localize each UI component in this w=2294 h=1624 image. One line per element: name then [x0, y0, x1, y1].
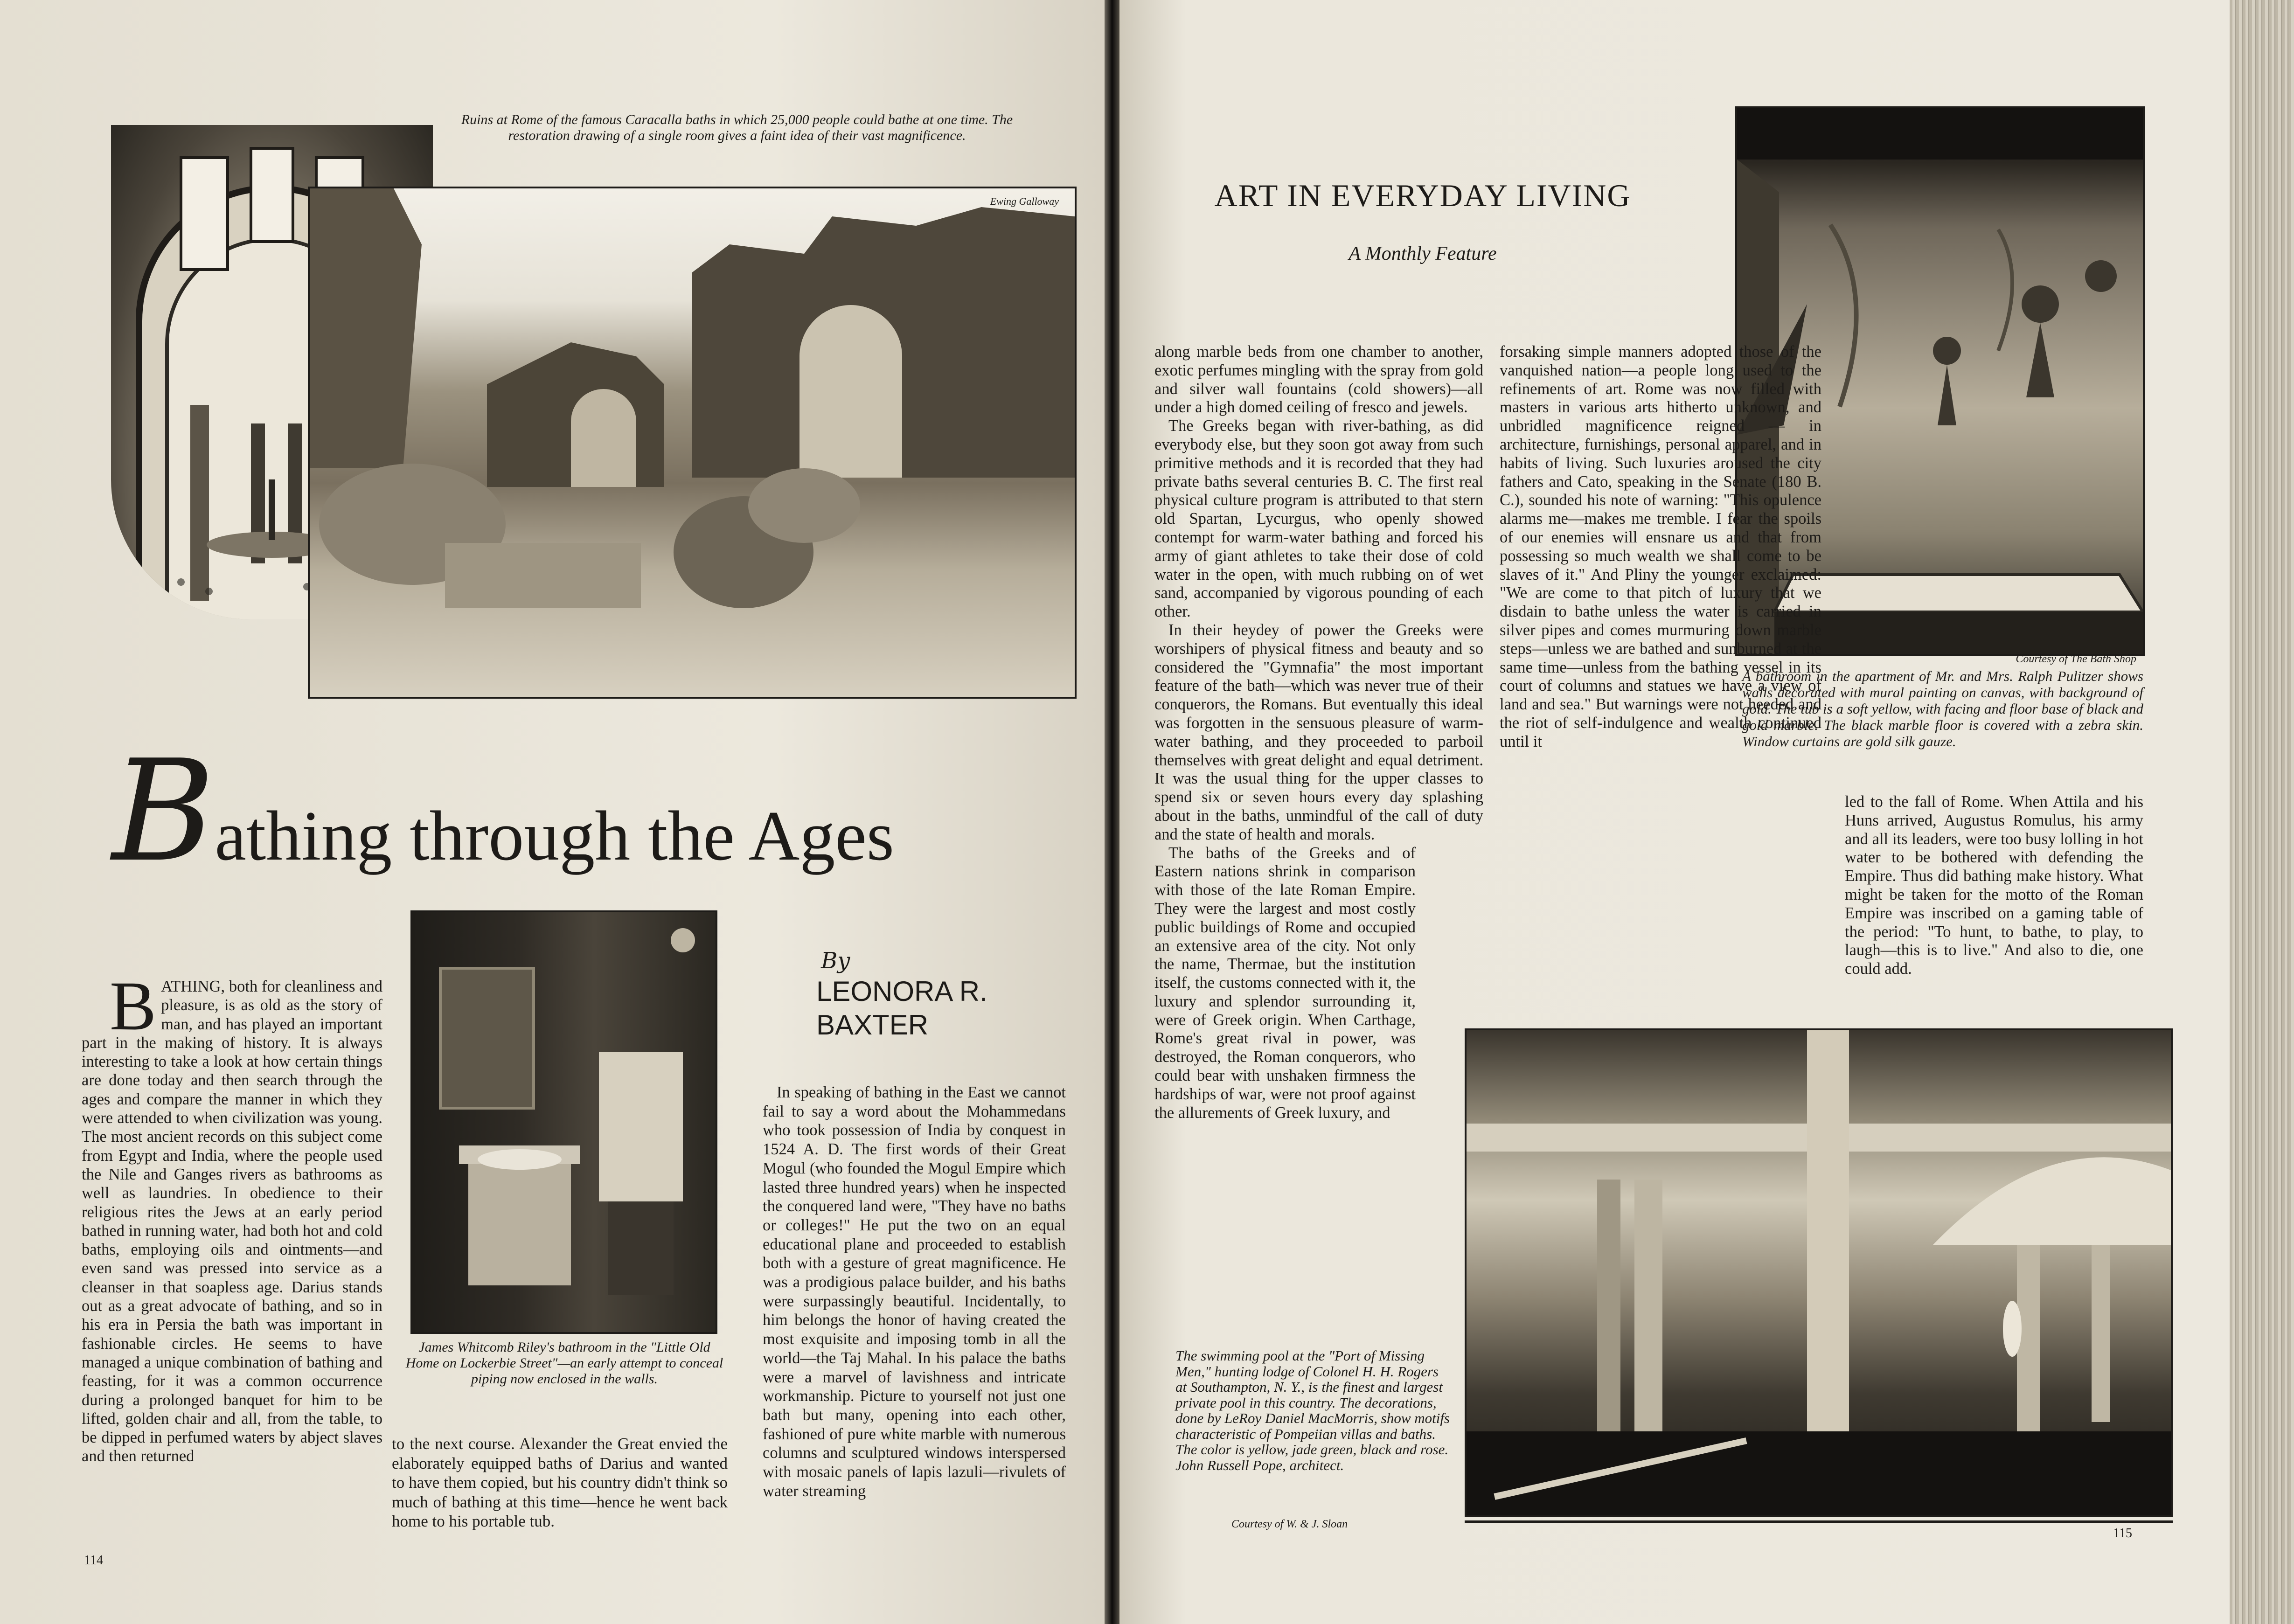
right-col3-text: led to the fall of Rome. When Attila and his Huns arrived, Augustus Romulus, his army and all its leaders, were too busy lolling in hot water to be bothered with defending the Empire. Thus did bathing make history. What might be taken for the motto of the Roman Empire was inscribed on a gaming table of the period: "To hunt, to bathe, to play, to laugh—this is to live." And also to die, one could add.	[1845, 793, 2143, 978]
left-col3-text: In speaking of bathing in the East we cannot fail to say a word about the Mohammedans who took possession of India by conquest in 1524 A. D. The first words of their Great Mogul (who founded the Mogul Empire which lasted three hundred years) when he inspected the conquered land were, "They have no baths or colleges!" He put the two on an equal educational plane and proceeded to establish both with a gesture of great magnificence. He was a prodigious palace builder, and his baths were surpassingly beautiful. Incidentally, to him belongs the honor of having created the most exquisite and imposing tomb in all the world—the Taj Mahal. In his palace the baths were a marvel of lavishness and intricate workmanship. Picture to yourself not just one bath but many, opening into each other, fashioned of pure white marble with numerous columns and sculptured windows interspersed with mosaic panels of lapis lazuli—rivulets of water streaming	[763, 1083, 1066, 1500]
col1-lead-text: ATHING, both for cleanliness and pleasure, is as old as the story of man, and has played an important part in the making of history. It is always interesting to take a look at how certain things are done today and then search through the ages and compare the manner in which they were attended to when civilization was young. The most ancient records on this subject come from Egypt and India, where the people used the Nile and Ganges rivers as bathrooms as well as laundries. In obedience to their religious rites the Jews at an early period bathed in running water, had both hot and cold baths, employing oils and ointments—and even sand was pressed into service as a cleanser in that soapless age. Darius stands out as a great advocate of bathing, and so in his era in Persia the bath was important in fashionable circles. He seems to have managed a unique combination of bathing and feasting, for it was a common occurrence during a prolonged banquet for him to be lifted, golden chair and all, from the table, to be dipped in perfumed waters by abject slaves and then returned	[82, 978, 382, 1465]
article-title	[112, 730, 1045, 893]
right-col1-para: In their heydey of power the Greeks were worshipers of physical fitness and beauty and so considered the "Gymnafia" the most important feature of the bath—which was never true of their conquerors, the Romans. But eventually this ideal was forgotten in the sensuous pleasure of warm-water bathing, and they proceeded to parboil themselves with great delight and equal detriment. It was the usual thing for the upper classes to spend six or seven hours every day splashing about in the baths, unmindful of the call of duty and the state of health and morals.	[1154, 621, 1483, 843]
riley-bathroom-photo	[410, 910, 717, 1334]
pool-photo-credit: Courtesy of W. & J. Sloan	[1231, 1518, 1348, 1530]
right-col1-para: along marble beds from one chamber to another, exotic perfumes mingling with the spray from gold and silver wall fountains (cold showers)—all under a high domed ceiling of fresco and jewels.	[1154, 343, 1483, 416]
page-edge-stack	[2230, 0, 2294, 1624]
left-col2-text: to the next course. Alexander the Great envied the elaborately equipped baths of Darius and wanted to have them copied, but his country didn't think so much of bathing at this time—hence he went back home to his portable tub.	[392, 1435, 728, 1530]
ruins-photo-credit: Ewing Galloway	[990, 195, 1059, 207]
right-col1-para: The Greeks began with river-bathing, as did everybody else, but they soon got away from such primitive methods and it is recorded that they had private baths several centuries B. C. The first real physical culture program is attributed to that stern old Spartan, Lycurgus, who openly showed contempt for warm-water bathing and forced his army of giant athletes to take their dose of cold water in the open, with much rubbing on of wet sand, accompanied by vigorous pounding of each other.	[1154, 417, 1483, 621]
title-initial: B	[112, 730, 215, 893]
pool-hall-illustration	[1467, 1030, 2171, 1515]
byline-prefix: By	[821, 948, 850, 974]
left-col1-text	[82, 967, 382, 1466]
pool-caption: The swimming pool at the "Port of Missing Men," hunting lodge of Colonel H. H. Rogers at Southampton, N. Y., is the finest and largest private pool in this country. The decorations, done by LeRoy Daniel MacMorris, show motifs characteristic of Pompeiian villas and baths. The color is yellow, jade green, black and rose. John Russell Pope, architect.	[1175, 1347, 1450, 1473]
ruins-caption: Ruins at Rome of the famous Caracalla baths in which 25,000 people could bathe at one time. The restoration drawing of a single room gives a faint idea of their vast magnificence.	[461, 112, 1013, 143]
section-subheading: A Monthly Feature	[1349, 243, 1497, 264]
right-col2-text: forsaking simple manners adopted those of the vanquished nation—a people long used to the refinements of art. Rome was now filled with masters in various arts hitherto unknown, and unbridled magnificence reigned — in architecture, furnishings, personal apparel, and in habits of living. Such luxuries aroused the city fathers and Cato, speaking in the Senate (180 B. C.), sounded his note of warning: "This opulence alarms me—makes me tremble. I fear the spoils of our enemies will ensnare us and that from possessing so much wealth we shall come to be slaves of it." And Pliny the younger exclaimed: "We are come to that pitch of luxury that we disdain to bathe unless the water is carried in silver pipes and comes murmuring down marble steps—unless we are bathed and sunburned at the same time—unless from the bathing vessel in its court of columns and statues we have a view of land and sea." But warnings were not heeded and the riot of self-indulgence and wealth continued until it	[1500, 343, 1821, 750]
bathroom-caption: A bathroom in the apartment of Mr. and Mrs. Ralph Pulitzer shows walls decorated with mural painting on canvas, with background of gold. The tub is a soft yellow, with facing and floor base of black and gold marble. The black marble floor is covered with a zebra skin. Window curtains are gold silk gauze.	[1742, 668, 2143, 750]
right-page-number: 115	[2113, 1526, 2132, 1541]
ruins-illustration	[310, 188, 1075, 697]
right-col1-para: The baths of the Greeks and of Eastern nations shrink in comparison with those of the late Roman Empire. They were the largest and most costly public buildings of Rome and occupied an extensive area of the city. Not only the name, Thermae, but the institution itself, the customs connected with it, the luxury and splendor surrounding it, were of Greek origin. When Carthage, Rome's great rival in power, was destroyed, the Roman conquerors, who could bear with unshaken firmness the hardships of war, were not proof against the allurements of Greek luxury, and	[1154, 844, 1416, 1122]
pool-photo-rule	[1465, 1520, 2173, 1523]
title-rest: athing through the Ages	[215, 797, 894, 875]
drop-cap: B	[110, 967, 157, 1045]
riley-bathroom-illustration	[412, 912, 716, 1332]
right-col1-text	[1154, 343, 1483, 1122]
byline	[816, 947, 1050, 1042]
swimming-pool-photo	[1465, 1028, 2173, 1517]
left-page-number: 114	[84, 1553, 103, 1568]
bathroom-photo-credit: Courtesy of The Bath Shop	[2016, 653, 2136, 665]
caracalla-ruins-photo	[308, 187, 1077, 699]
riley-caption: James Whitcomb Riley's bathroom in the "Little Old Home on Lockerbie Street"—an early attempt to conceal piping now enclosed in the walls.	[405, 1339, 723, 1387]
author-name: LEONORA R. BAXTER	[816, 976, 987, 1041]
section-heading: ART IN EVERYDAY LIVING	[1214, 178, 1631, 213]
book-gutter	[1105, 0, 1119, 1624]
